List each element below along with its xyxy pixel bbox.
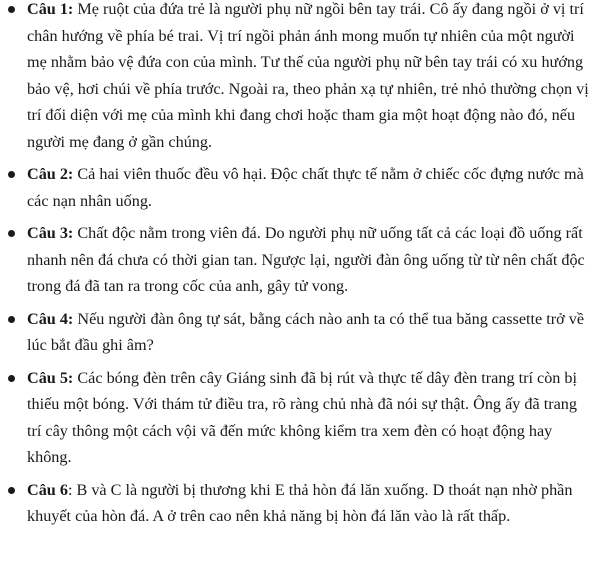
question-label: Câu 5: — [27, 368, 74, 387]
answer-text: Mẹ ruột của đứa trẻ là người phụ nữ ngồi bên tay trái. Cô ấy đang ngồi ở vị trí chân hướng về phía bé trai. Vị trí ngồi phản ánh mong muốn tự nhiên của một người mẹ nhằm bảo vệ đứa con của mình. Tư thế của người phụ nữ bên tay trái có xu hướng bảo vệ, hơi chúi về phía trước. Ngoài ra, theo phản xạ tự nhiên, trẻ nhỏ thường chọn vị trí đối diện với mẹ của mình khi đang chơi hoặc tham gia một hoạt động nào đó, nếu người mẹ đang ở gần chúng. — [27, 0, 589, 151]
answer-item-4 — [0, 306, 600, 359]
answer-item-1 — [0, 0, 600, 155]
bullet-icon — [8, 316, 15, 323]
bullet-icon — [8, 487, 15, 494]
answer-text: Nếu người đàn ông tự sát, bằng cách nào anh ta có thể tua băng cassette trở về lúc bắt đầu ghi âm? — [27, 309, 585, 354]
question-label: Câu 1: — [27, 0, 74, 18]
bullet-icon — [8, 375, 15, 382]
answer-text: : B và C là người bị thương khi E thả hòn đá lăn xuống. D thoát nạn nhờ phần khuyết của hòn đá. A ở trên cao nên khả năng bị hòn đá lăn vào là rất thấp. — [27, 480, 573, 525]
question-label: Câu 6 — [27, 480, 68, 499]
bullet-icon — [8, 6, 15, 13]
answer-item-5 — [0, 365, 600, 471]
question-label: Câu 4: — [27, 309, 74, 328]
bullet-icon — [8, 230, 15, 237]
answer-item-2 — [0, 161, 600, 214]
answer-item-3 — [0, 220, 600, 300]
answer-text: Cả hai viên thuốc đều vô hại. Độc chất thực tế nằm ở chiếc cốc đựng nước mà các nạn nhân uống. — [27, 165, 584, 210]
answer-item-6 — [0, 477, 600, 530]
question-label: Câu 3: — [27, 224, 74, 242]
question-label: Câu 2: — [27, 165, 74, 183]
bullet-icon — [8, 171, 15, 178]
answer-text: Chất độc nằm trong viên đá. Do người phụ nữ uống tất cả các loại đồ uống rất nhanh nên đá chưa có thời gian tan. Ngược lại, người đàn ông uống từ từ nên chất độc trong đá đã tan ra trong cốc của anh, gây tử vong. — [27, 224, 585, 295]
answer-text: Các bóng đèn trên cây Giáng sinh đã bị rút và thực tế dây đèn trang trí còn bị thiếu một bóng. Với thám tử điều tra, rõ ràng chủ nhà đã nói sự thật. Ông ấy đã trang trí cây thông một cách vội vã đến mức không kiểm tra xem đèn có hoạt động hay không. — [27, 368, 578, 466]
